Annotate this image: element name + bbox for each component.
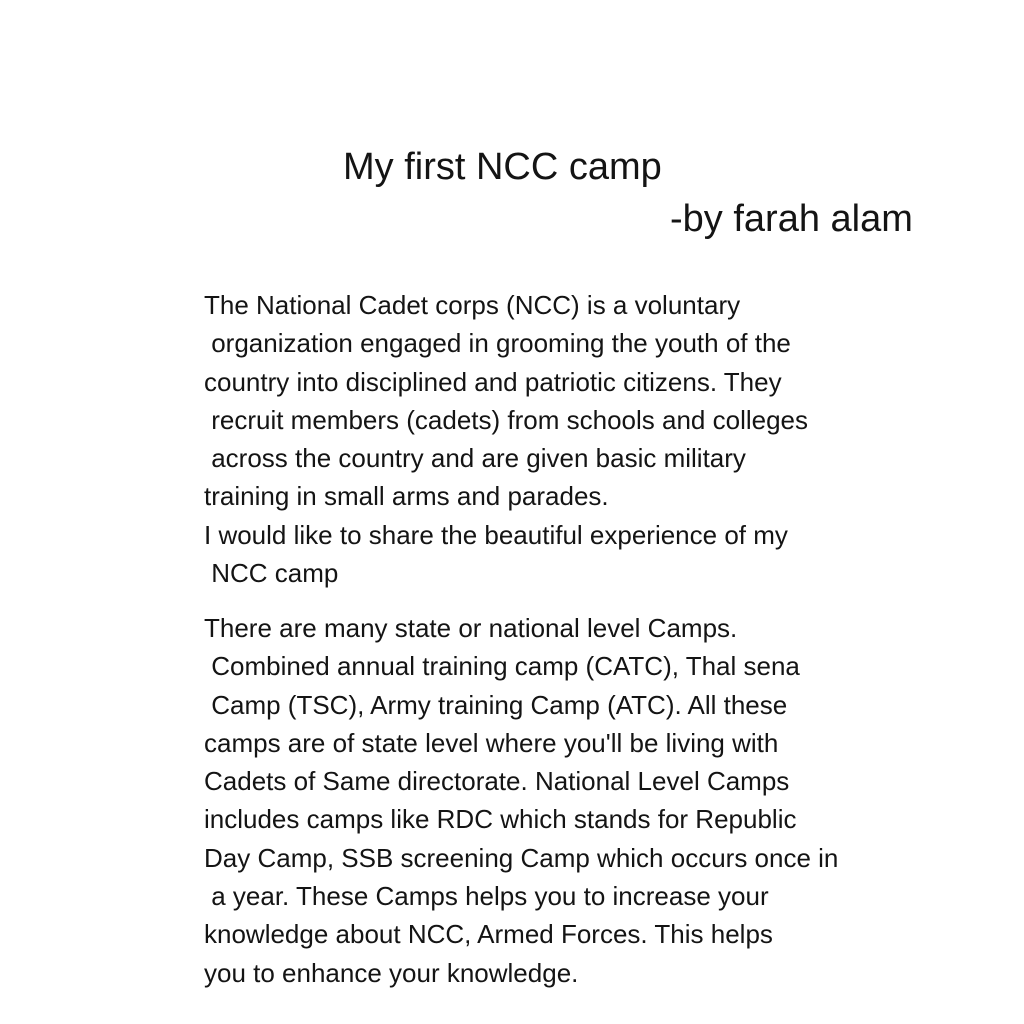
text-line: camps are of state level where you'll be living with (204, 727, 779, 758)
text-line: you to enhance your knowledge. (204, 957, 579, 988)
text-line: recruit members (cadets) from schools and colleges (204, 404, 809, 435)
text-line: The National Cadet corps (NCC) is a voluntary (204, 290, 741, 320)
page-title: My first NCC camp (343, 146, 662, 188)
paragraph-camps (204, 609, 838, 992)
text-line: across the country and are given basic military (204, 443, 746, 474)
text-line: country into disciplined and patriotic citizens. They (204, 366, 782, 397)
text-line: NCC camp (204, 558, 339, 589)
text-line: I would like to share the beautiful experience of my (204, 519, 788, 550)
text-line: Combined annual training camp (CATC), Thal sena (204, 651, 800, 682)
text-line: training in small arms and parades. (204, 481, 609, 512)
text-line: knowledge about NCC, Armed Forces. This helps (204, 919, 773, 950)
text-line: Camp (TSC), Army training Camp (ATC). All these (204, 689, 788, 720)
text-line: Day Camp, SSB screening Camp which occurs once in (204, 842, 839, 873)
text-line: a year. These Camps helps you to increase your (204, 881, 769, 912)
text-line: There are many state or national level Camps. (204, 613, 738, 643)
author-byline: -by farah alam (670, 198, 913, 240)
paragraph-intro (204, 286, 808, 592)
text-line: organization engaged in grooming the youth of the (204, 328, 791, 359)
text-line: includes camps like RDC which stands for Republic (204, 804, 797, 835)
text-line: Cadets of Same directorate. National Level Camps (204, 766, 790, 797)
